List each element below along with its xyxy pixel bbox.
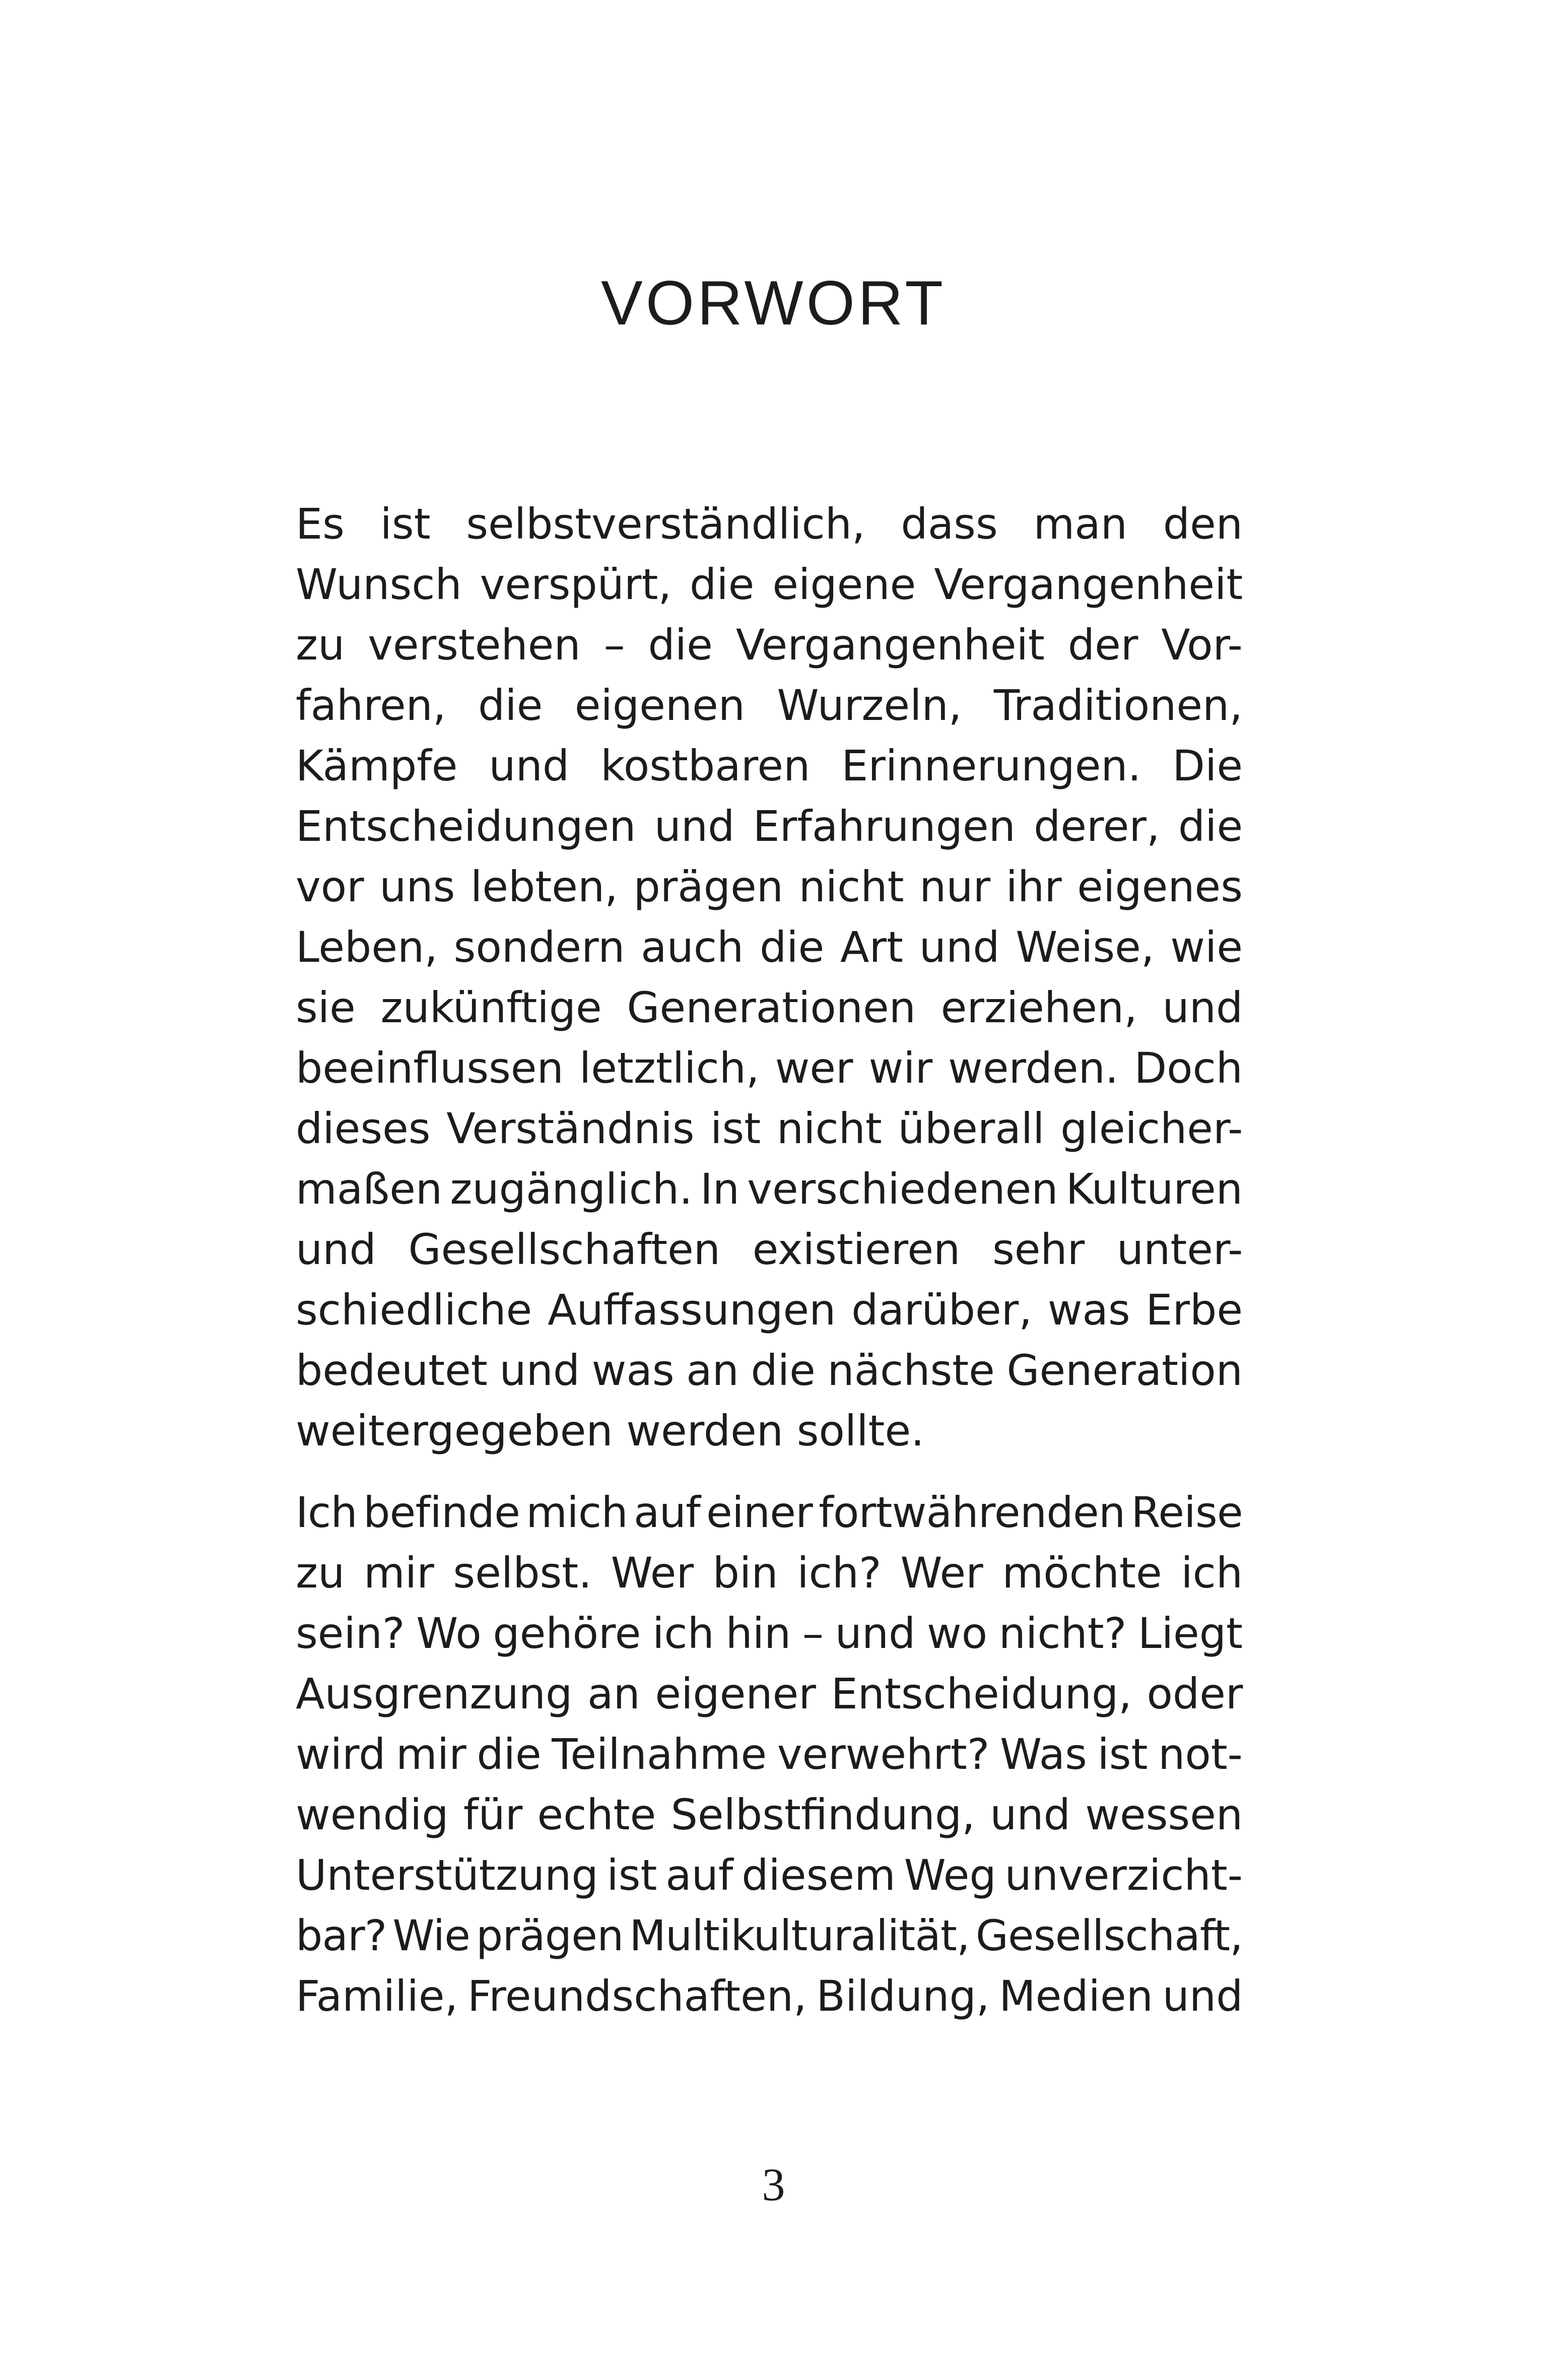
text-line: dieses Verständnis ist nicht überall gleicher- xyxy=(296,1104,1243,1153)
paragraph-2 xyxy=(296,1482,1243,2026)
text-line: bar? Wie prägen Multikulturalität, Gesellschaft, xyxy=(296,1911,1243,1960)
text-line: Entscheidungen und Erfahrungen derer, die xyxy=(296,802,1243,851)
text-line: wird mir die Teilnahme verwehrt? Was ist not- xyxy=(296,1730,1243,1779)
text-line: Wunsch verspürt, die eigene Vergangenheit xyxy=(296,560,1243,609)
text-line: Ich befinde mich auf einer fortwährenden Reise xyxy=(296,1488,1243,1537)
text-line: zu verstehen – die Vergangenheit der Vor- xyxy=(296,620,1243,670)
text-line: beeinflussen letztlich, wer wir werden. Doch xyxy=(296,1043,1243,1093)
text-line: schiedliche Auffassungen darüber, was Erbe xyxy=(296,1285,1243,1335)
text-line: maßen zugänglich. In verschiedenen Kulturen xyxy=(296,1164,1243,1214)
text-line: Leben, sondern auch die Art und Weise, wie xyxy=(296,922,1243,972)
text-line: und Gesellschaften existieren sehr unter- xyxy=(296,1225,1243,1274)
text-line: bedeutet und was an die nächste Generation xyxy=(296,1346,1243,1395)
text-line: Ausgrenzung an eigener Entscheidung, oder xyxy=(296,1669,1243,1718)
text-line: vor uns lebten, prägen nicht nur ihr eigenes xyxy=(296,862,1243,911)
text-line: Kämpfe und kostbaren Erinnerungen. Die xyxy=(296,741,1243,790)
text-line: sein? Wo gehöre ich hin – und wo nicht? Liegt xyxy=(296,1609,1243,1658)
chapter-title: VORWORT xyxy=(600,269,946,338)
paragraph-1 xyxy=(296,494,1243,1461)
text-line: sie zukünftige Generationen erziehen, und xyxy=(296,983,1243,1032)
page-number: 3 xyxy=(762,2159,785,2210)
text-line: Es ist selbstverständlich, dass man den xyxy=(296,499,1243,549)
text-line: Familie, Freundschaften, Bildung, Medien und xyxy=(296,1971,1243,2021)
body-text xyxy=(296,494,1243,2026)
text-line: Unterstützung ist auf diesem Weg unverzicht- xyxy=(296,1850,1243,1900)
text-line: zu mir selbst. Wer bin ich? Wer möchte ich xyxy=(296,1548,1243,1598)
text-line: wendig für echte Selbstfindung, und wessen xyxy=(296,1790,1243,1839)
text-line: fahren, die eigenen Wurzeln, Traditionen, xyxy=(296,681,1243,730)
text-line: weitergegeben werden sollte. xyxy=(296,1406,924,1456)
